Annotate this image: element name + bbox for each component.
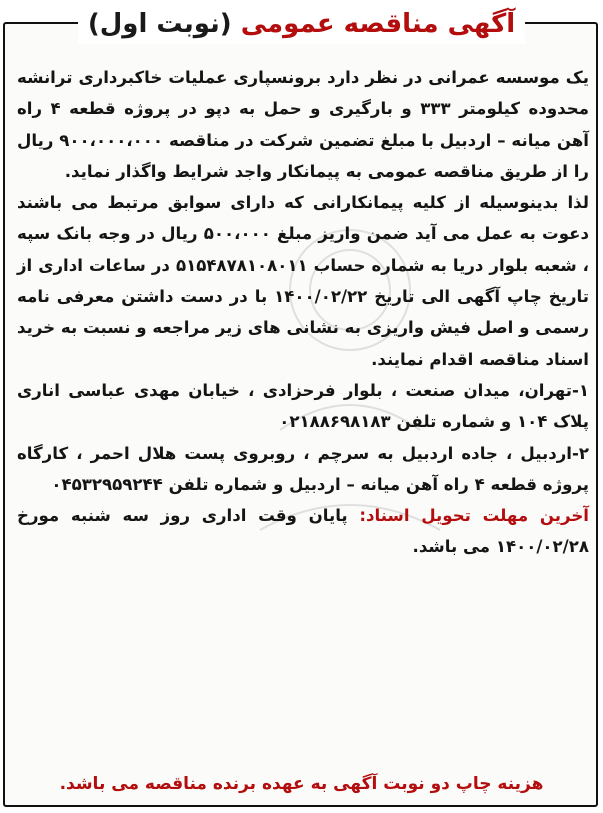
notice-body	[17, 62, 589, 563]
title-bar	[0, 4, 603, 44]
address-tehran: ۱-تهران، میدان صنعت ، بلوار فرحزادی ، خیابان مهدی عباسی اناری پلاک ۱۰۴ و شماره تلفن ۰۲۱۸۸۶۹۸۱۸۳	[17, 380, 589, 432]
title-main: آگهی مناقصه عمومی	[240, 9, 516, 39]
notice-title	[78, 4, 525, 44]
deadline-text: پایان وقت اداری روز سه شنبه مورخ ۱۴۰۰/۰۲/۲۸ می باشد.	[17, 506, 589, 557]
intro-paragraph: یک موسسه عمرانی در نظر دارد برونسپاری عملیات خاکبرداری ترانشه محدوده کیلومتر ۳۳۳ و بارگیری و حمل به دپو در پروژه قطعه ۴ راه آهن میانه – اردبیل با مبلغ تضمین شرکت در مناقصه ۹۰۰،۰۰۰،۰۰۰ ریال را از طریق مناقصه عمومی به پیمانکار واجد شرایط واگذار نماید.	[17, 68, 589, 181]
address-ardabil: ۲-اردبیل ، جاده اردبیل به سرچم ، روبروی پست هلال احمر ، کارگاه پروژه قطعه ۴ راه آهن میانه – اردبیل و شماره تلفن ۰۴۵۳۲۹۵۹۲۴۴	[17, 443, 589, 494]
printing-cost-note: هزینه چاپ دو نوبت آگهی به عهده برنده مناقصه می باشد.	[59, 774, 544, 794]
deadline-label: آخرین مهلت تحویل اسناد:	[359, 506, 589, 526]
title-round: (نوبت اول)	[87, 9, 232, 39]
invitation-paragraph: لذا بدینوسیله از کلیه پیمانکارانی که دارای سوابق مرتبط می باشند دعوت به عمل می آید ضمن واریز مبلغ ۵۰۰،۰۰۰ ریال در وجه بانک سپه ، شعبه بلوار دریا به شماره حساب ۵۱۵۴۸۷۸۱۰۸۰۱۱ در ساعات اداری از تاریخ چاپ آگهی الی تاریخ ۱۴۰۰/۰۲/۲۲ با در دست داشتن معرفی نامه رسمی و اصل فیش واریزی به نشانی های زیر مراجعه و نسبت به خرید اسناد مناقصه اقدام نمایند.	[17, 193, 589, 369]
deadline-line	[17, 500, 589, 563]
